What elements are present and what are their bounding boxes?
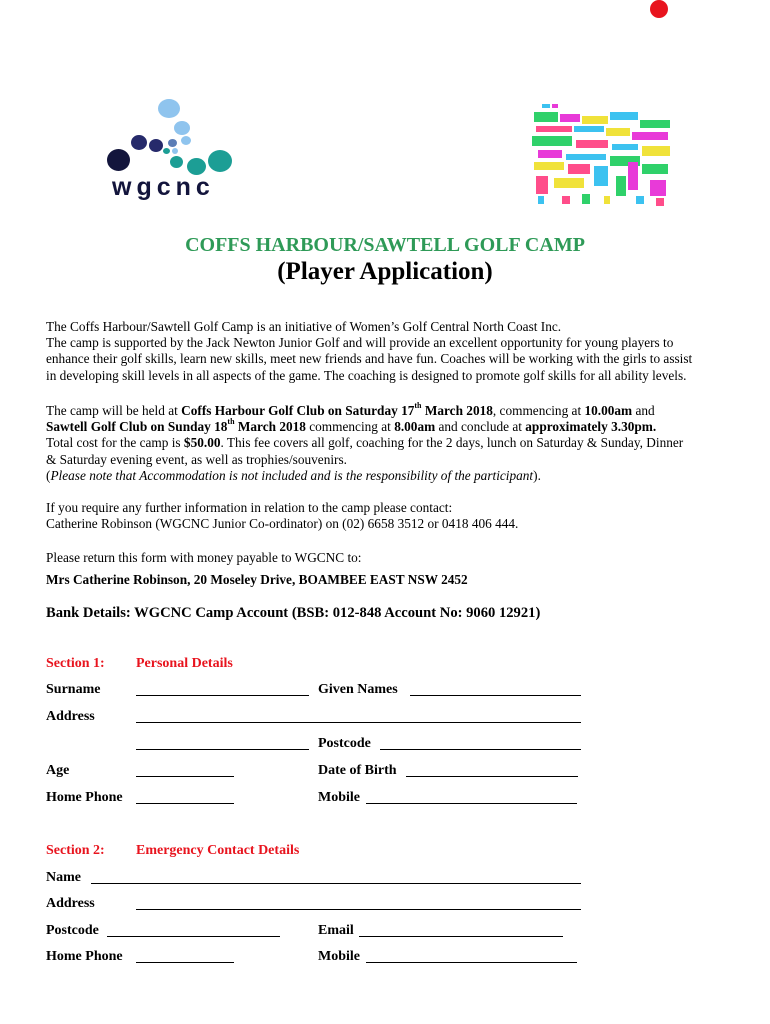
- surname-field[interactable]: [136, 695, 309, 696]
- contact-mobile-field[interactable]: [366, 962, 577, 963]
- camp-line-5: (Please note that Accommodation is not included and is the responsibility of the participant).: [46, 467, 541, 483]
- intro-line: The camp is supported by the Jack Newton Junior Golf and will provide an excellent opportunity for young players to: [46, 335, 674, 351]
- page-subtitle: (Player Application): [277, 258, 493, 285]
- camp-line-2: Sawtell Golf Club on Sunday 18th March 2018 commencing at 8.00am and conclude at approximately 3.30pm.: [46, 417, 657, 435]
- contact-email-field[interactable]: [359, 936, 563, 937]
- address-label: Address: [46, 709, 95, 724]
- section-2-title: Emergency Contact Details: [136, 843, 300, 858]
- contact-mobile-label: Mobile: [318, 949, 360, 964]
- date-of-birth-label: Date of Birth: [318, 763, 397, 778]
- camp-line-3: Total cost for the camp is $50.00. This fee covers all golf, coaching for the 2 days, lunch on Saturday & Sunday, Dinner: [46, 435, 684, 451]
- contact-line: Catherine Robinson (WGCNC Junior Co-ordinator) on (02) 6658 3512 or 0418 406 444.: [46, 516, 519, 532]
- camp-details: [46, 403, 736, 484]
- section-1-number: Section 1:: [46, 656, 105, 671]
- contact-info: [46, 500, 736, 532]
- contact-name-label: Name: [46, 870, 81, 885]
- camp-line-1: The camp will be held at Coffs Harbour Golf Club on Saturday 17th March 2018, commencing at 10.00am and: [46, 401, 655, 418]
- mobile-field[interactable]: [366, 803, 577, 804]
- return-instructions: Please return this form with money payable to WGCNC to:: [46, 550, 362, 565]
- mobile-label: Mobile: [318, 790, 360, 805]
- contact-address-field[interactable]: [136, 909, 581, 910]
- wgcnc-logo: [100, 95, 245, 215]
- contact-postcode-field[interactable]: [107, 936, 280, 937]
- section-2-number: Section 2:: [46, 843, 105, 858]
- contact-home-phone-field[interactable]: [136, 962, 234, 963]
- contact-line: If you require any further information in relation to the camp please contact:: [46, 500, 453, 515]
- contact-postcode-label: Postcode: [46, 923, 99, 938]
- postcode-field[interactable]: [380, 749, 581, 750]
- logo-wordmark: wgcnc: [112, 173, 215, 201]
- contact-home-phone-label: Home Phone: [46, 949, 123, 964]
- given-names-field[interactable]: [410, 695, 581, 696]
- given-names-label: Given Names: [318, 682, 398, 697]
- contact-address-label: Address: [46, 896, 95, 911]
- bank-details: Bank Details: WGCNC Camp Account (BSB: 012-848 Account No: 9060 12921): [46, 605, 541, 621]
- section-1-title: Personal Details: [136, 656, 233, 671]
- surname-label: Surname: [46, 682, 101, 697]
- record-dot-icon: [650, 0, 668, 18]
- contact-email-label: Email: [318, 923, 354, 938]
- contact-name-field[interactable]: [91, 883, 581, 884]
- corrupted-logo-image: [532, 100, 674, 208]
- age-field[interactable]: [136, 776, 234, 777]
- address-field-line-1[interactable]: [136, 722, 581, 723]
- page-title: COFFS HARBOUR/SAWTELL GOLF CAMP: [185, 234, 585, 256]
- home-phone-label: Home Phone: [46, 790, 123, 805]
- intro-line: in developing skill levels in all aspects of the game. The coaching is designed to promote golf skills for all ability levels.: [46, 367, 687, 383]
- return-address: Mrs Catherine Robinson, 20 Moseley Drive, BOAMBEE EAST NSW 2452: [46, 572, 468, 587]
- postcode-label: Postcode: [318, 736, 371, 751]
- intro-paragraph: [46, 319, 736, 384]
- age-label: Age: [46, 763, 70, 778]
- camp-line-4: & Saturday evening event, as well as trophies/souvenirs.: [46, 451, 347, 467]
- intro-line: enhance their golf skills, learn new skills, meet new friends and have fun. Coaches will be working with the girls to assist: [46, 351, 693, 367]
- home-phone-field[interactable]: [136, 803, 234, 804]
- date-of-birth-field[interactable]: [406, 776, 578, 777]
- intro-line: The Coffs Harbour/Sawtell Golf Camp is an initiative of Women’s Golf Central North Coast Inc.: [46, 319, 562, 334]
- address-field-line-2[interactable]: [136, 749, 309, 750]
